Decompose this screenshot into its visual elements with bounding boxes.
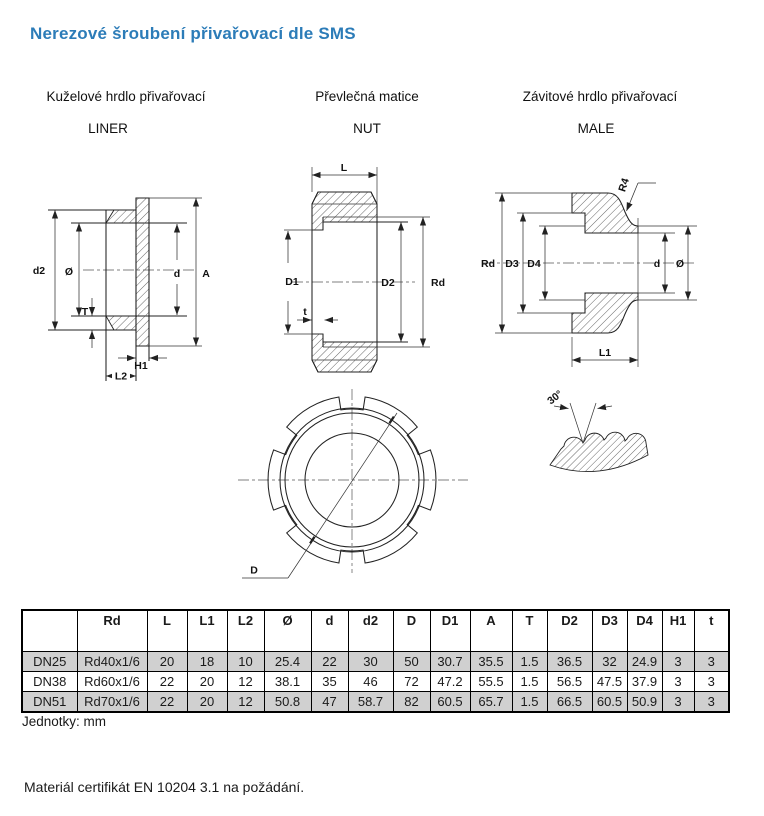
table-cell: 12 bbox=[227, 672, 264, 692]
table-cell: Rd40x1/6 bbox=[77, 652, 147, 672]
column-header-10: A bbox=[470, 610, 512, 652]
table-cell: 55.5 bbox=[470, 672, 512, 692]
table-cell: 22 bbox=[147, 692, 187, 713]
nut-drawing bbox=[280, 155, 455, 380]
table-cell: 32 bbox=[592, 652, 627, 672]
column-header-2: L bbox=[147, 610, 187, 652]
nut-front-view bbox=[230, 385, 480, 600]
section-code-liner: LINER bbox=[88, 121, 128, 136]
male-dim-label-rd: Rd bbox=[481, 258, 495, 270]
table-cell: 3 bbox=[694, 672, 729, 692]
table-cell: 1.5 bbox=[512, 692, 547, 713]
table-cell: 58.7 bbox=[348, 692, 393, 713]
page-title: Nerezové šroubení přivařovací dle SMS bbox=[30, 24, 356, 43]
section-code-nut: NUT bbox=[353, 121, 381, 136]
male-dim-label-d4: D4 bbox=[527, 258, 541, 270]
liner-dim-label-t: T bbox=[81, 306, 89, 318]
table-cell: 3 bbox=[694, 692, 729, 713]
table-cell: 47.5 bbox=[592, 672, 627, 692]
column-header-14: D4 bbox=[627, 610, 662, 652]
column-header-15: H1 bbox=[662, 610, 694, 652]
column-header-9: D1 bbox=[430, 610, 470, 652]
units-note: Jednotky: mm bbox=[22, 714, 107, 729]
table-cell: 56.5 bbox=[547, 672, 592, 692]
table-row-dn38 bbox=[22, 672, 729, 692]
table-cell: 35.5 bbox=[470, 652, 512, 672]
section-heading-nut: Převlečná matice bbox=[315, 89, 419, 104]
table-cell: 25.4 bbox=[264, 652, 311, 672]
liner-dim-label-d2: d2 bbox=[32, 265, 46, 277]
table-cell: 3 bbox=[662, 692, 694, 713]
male-dim-label-d3: D3 bbox=[505, 258, 519, 270]
male-dim-label-d: d bbox=[653, 258, 661, 270]
liner-dim-label-a: A bbox=[202, 268, 210, 280]
nut-dim-label-t: t bbox=[303, 306, 307, 318]
table-cell: 35 bbox=[311, 672, 348, 692]
column-header-8: D bbox=[393, 610, 430, 652]
table-body bbox=[22, 652, 729, 713]
nut-dim-label-l: L bbox=[340, 162, 348, 174]
table-cell: 36.5 bbox=[547, 652, 592, 672]
table-cell: Rd70x1/6 bbox=[77, 692, 147, 713]
male-dim-label-dia: Ø bbox=[675, 258, 685, 270]
table-cell: 20 bbox=[187, 672, 227, 692]
male-drawing bbox=[475, 155, 710, 375]
liner-dim-label-l2: L2 bbox=[114, 370, 128, 383]
certificate-note: Materiál certifikát EN 10204 3.1 na požádání. bbox=[24, 779, 305, 795]
table-cell: 20 bbox=[187, 692, 227, 713]
nut-front-geometry bbox=[238, 389, 468, 578]
table-cell: 12 bbox=[227, 692, 264, 713]
column-header-12: D2 bbox=[547, 610, 592, 652]
dimension-table bbox=[21, 609, 730, 713]
nut-geometry bbox=[284, 167, 430, 372]
column-header-4: L2 bbox=[227, 610, 264, 652]
table-cell: 10 bbox=[227, 652, 264, 672]
table-cell: 3 bbox=[662, 652, 694, 672]
table-cell: 47 bbox=[311, 692, 348, 713]
table-cell: 30 bbox=[348, 652, 393, 672]
liner-dim-label-d: d bbox=[173, 268, 181, 280]
liner-dimensions bbox=[33, 198, 210, 383]
table-cell: DN51 bbox=[22, 692, 77, 713]
table-cell: 66.5 bbox=[547, 692, 592, 713]
column-header-16: t bbox=[694, 610, 729, 652]
table-cell: 50.8 bbox=[264, 692, 311, 713]
table-cell: DN25 bbox=[22, 652, 77, 672]
table-cell: 47.2 bbox=[430, 672, 470, 692]
table-cell: 22 bbox=[311, 652, 348, 672]
table-cell: 18 bbox=[187, 652, 227, 672]
table-cell: 72 bbox=[393, 672, 430, 692]
column-header-13: D3 bbox=[592, 610, 627, 652]
male-dim-label-r4: R4 bbox=[616, 176, 632, 194]
liner-dim-label-h1: H1 bbox=[134, 360, 148, 372]
column-header-7: d2 bbox=[348, 610, 393, 652]
liner-geometry bbox=[48, 198, 202, 381]
table-cell: 24.9 bbox=[627, 652, 662, 672]
nut-dim-label-d1: D1 bbox=[285, 276, 299, 288]
column-header-6: d bbox=[311, 610, 348, 652]
table-cell: 20 bbox=[147, 652, 187, 672]
liner-drawing bbox=[25, 148, 240, 393]
liner-dim-label-dia: Ø bbox=[64, 266, 74, 278]
table-cell: 50 bbox=[393, 652, 430, 672]
nut-dimensions bbox=[285, 162, 445, 347]
column-header-5: Ø bbox=[264, 610, 311, 652]
table-cell: 1.5 bbox=[512, 672, 547, 692]
table-cell: 30.7 bbox=[430, 652, 470, 672]
table-cell: Rd60x1/6 bbox=[77, 672, 147, 692]
thread-angle-label: 30° bbox=[545, 388, 566, 408]
column-header-0 bbox=[22, 610, 77, 652]
section-heading-male: Závitové hrdlo přivařovací bbox=[522, 89, 678, 104]
column-header-3: L1 bbox=[187, 610, 227, 652]
table-cell: 50.9 bbox=[627, 692, 662, 713]
table-cell: 60.5 bbox=[430, 692, 470, 713]
table-cell: 22 bbox=[147, 672, 187, 692]
table-cell: 82 bbox=[393, 692, 430, 713]
table-cell: 3 bbox=[694, 652, 729, 672]
table-row-dn25 bbox=[22, 652, 729, 672]
table-cell: 65.7 bbox=[470, 692, 512, 713]
table-cell: DN38 bbox=[22, 672, 77, 692]
thread-detail-drawing bbox=[530, 385, 660, 485]
nut-front-label-d: D bbox=[250, 564, 258, 577]
male-dim-label-l1: L1 bbox=[598, 347, 612, 359]
table-cell: 38.1 bbox=[264, 672, 311, 692]
section-code-male: MALE bbox=[577, 121, 615, 136]
nut-dim-label-d2: D2 bbox=[381, 277, 395, 289]
table-cell: 46 bbox=[348, 672, 393, 692]
table-header-row bbox=[22, 610, 729, 652]
table-cell: 60.5 bbox=[592, 692, 627, 713]
section-heading-liner: Kuželové hrdlo přivařovací bbox=[46, 89, 206, 104]
column-header-11: T bbox=[512, 610, 547, 652]
table-row-dn51 bbox=[22, 692, 729, 713]
table-cell: 1.5 bbox=[512, 652, 547, 672]
column-header-1: Rd bbox=[77, 610, 147, 652]
table-cell: 37.9 bbox=[627, 672, 662, 692]
nut-dim-label-rd: Rd bbox=[431, 277, 445, 289]
table-cell: 3 bbox=[662, 672, 694, 692]
thread-detail-geometry bbox=[550, 403, 648, 472]
